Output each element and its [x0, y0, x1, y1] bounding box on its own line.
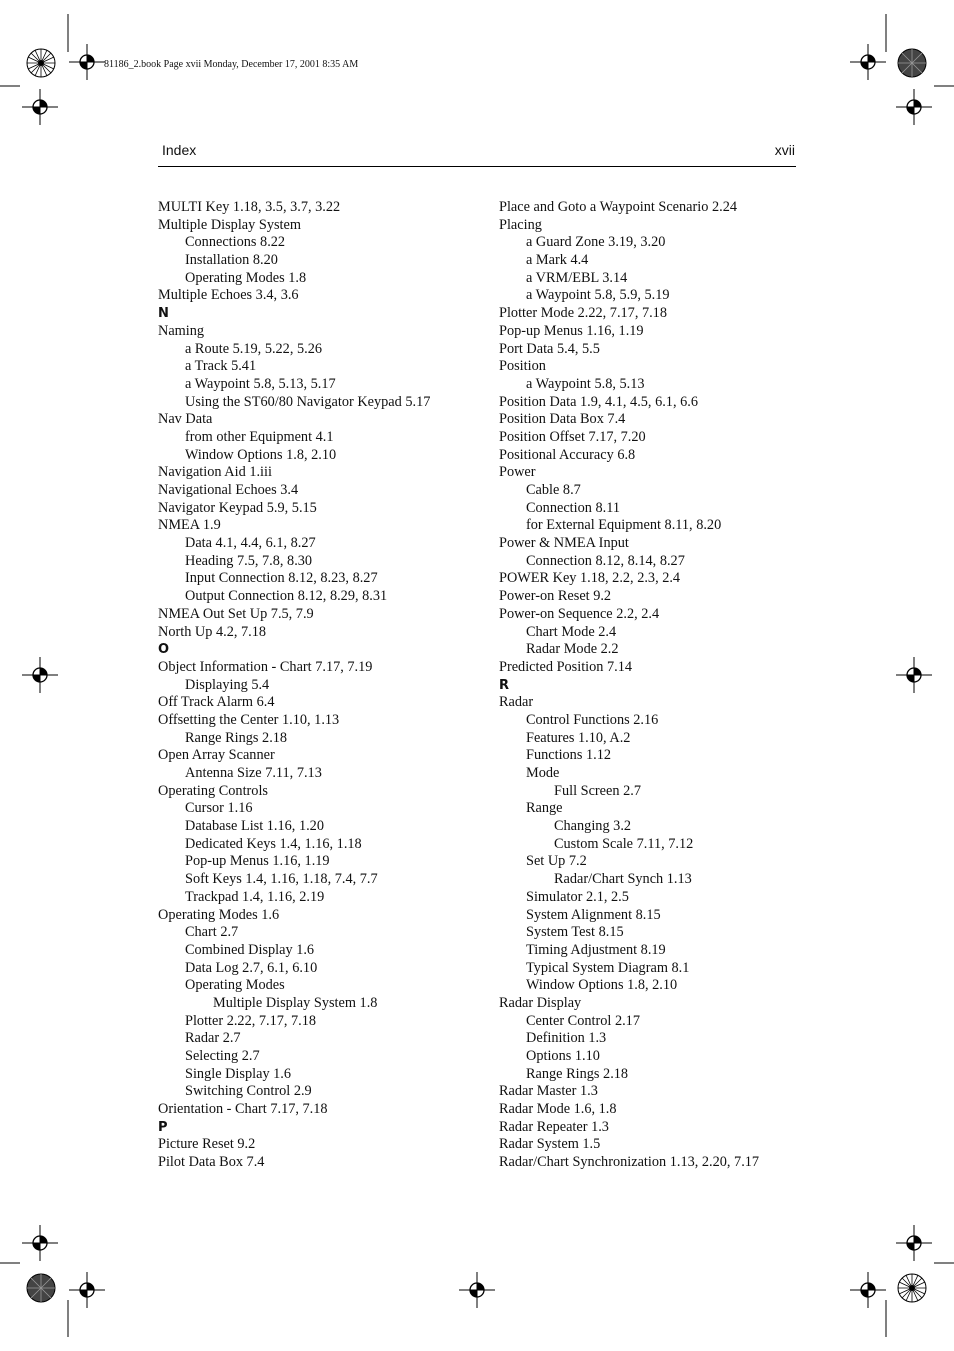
index-subentry: Displaying 5.4 [185, 676, 270, 693]
index-entry: Naming [158, 322, 205, 339]
index-entry: Navigational Echoes 3.4 [158, 482, 299, 498]
index-entry: Position [499, 358, 546, 375]
index-subentry: Range Rings 2.18 [526, 1065, 629, 1082]
index-entry: Power-on Sequence 2.2, 2.4 [499, 605, 660, 622]
calibration-wheel-icon [26, 1273, 56, 1303]
index-entry: Operating Controls [158, 782, 268, 799]
index-subentry: Radar/Chart Synch 1.13 [554, 871, 692, 888]
index-entry: Navigation Aid 1.iii [158, 464, 272, 481]
index-subentry: Installation 8.20 [185, 252, 278, 269]
index-subentry: System Test 8.15 [526, 924, 624, 941]
index-subentry: Center Control 2.17 [526, 1012, 640, 1029]
index-subentry: Dedicated Keys 1.4, 1.16, 1.18 [185, 835, 362, 852]
index-entry: Power-on Reset 9.2 [499, 588, 612, 605]
page-number: xvii [774, 142, 795, 158]
index-entry: Radar System 1.5 [499, 1136, 601, 1153]
index-entry: Radar Mode 1.6, 1.8 [499, 1101, 617, 1118]
index-subentry: Data Log 2.7, 6.1, 6.10 [185, 959, 318, 976]
index-entry: MULTI Key 1.18, 3.5, 3.7, 3.22 [158, 199, 341, 215]
index-subentry: Range Rings 2.18 [185, 729, 288, 746]
index-subentry: Definition 1.3 [526, 1030, 607, 1047]
index-entry: Position Offset 7.17, 7.20 [499, 428, 646, 445]
index-entry: Multiple Echoes 3.4, 3.6 [158, 287, 299, 304]
index-entry: Place and Goto a Waypoint Scenario 2.24 [499, 199, 737, 215]
index-subentry: Mode [526, 765, 560, 781]
index-entry: Radar Display [499, 994, 582, 1011]
index-subentry: Data 4.1, 4.4, 6.1, 8.27 [185, 535, 316, 552]
index-subentry: Connection 8.11 [526, 499, 620, 516]
index-subentry: Typical System Diagram 8.1 [526, 959, 690, 976]
index-entry: Object Information - Chart 7.17, 7.19 [158, 658, 373, 675]
index-entry: POWER Key 1.18, 2.2, 2.3, 2.4 [499, 570, 681, 587]
index-entry: NMEA 1.9 [158, 517, 221, 534]
running-header-title: Index [162, 142, 197, 158]
index-entry: Position Data 1.9, 4.1, 4.5, 6.1, 6.6 [499, 393, 698, 410]
index-entry: Placing [499, 216, 542, 233]
index-entry: Pilot Data Box 7.4 [158, 1154, 265, 1171]
calibration-wheel-icon [26, 48, 56, 78]
index-subentry: Timing Adjustment 8.19 [526, 941, 666, 958]
index-entry: Port Data 5.4, 5.5 [499, 340, 600, 357]
index-entry: Power [499, 464, 536, 481]
index-entry: North Up 4.2, 7.18 [158, 623, 267, 640]
index-subentry: Window Options 1.8, 2.10 [526, 977, 678, 994]
index-subentry: Antenna Size 7.11, 7.13 [185, 765, 322, 781]
index-subentry: Range [526, 800, 563, 817]
index-subentry: Trackpad 1.4, 1.16, 2.19 [185, 888, 325, 905]
index-subentry: Operating Modes 1.8 [185, 269, 307, 286]
index-letter-heading: N [158, 306, 169, 322]
index-letter-heading: O [158, 642, 170, 658]
index-letter-heading: P [158, 1119, 168, 1135]
index-subentry: Connection 8.12, 8.14, 8.27 [526, 552, 685, 569]
index-subentry: Chart 2.7 [185, 924, 239, 941]
index-entry: Open Array Scanner [158, 747, 275, 764]
index-subentry: a Waypoint 5.8, 5.13, 5.17 [185, 375, 336, 392]
index-subentry: Connections 8.22 [185, 234, 286, 251]
index-subentry: Set Up 7.2 [526, 853, 587, 870]
index-subentry: Pop-up Menus 1.16, 1.19 [185, 853, 330, 870]
index-subentry: Selecting 2.7 [185, 1048, 260, 1064]
index-subentry: Database List 1.16, 1.20 [185, 818, 324, 835]
index-subentry: Input Connection 8.12, 8.23, 8.27 [185, 570, 378, 587]
index-subentry: Custom Scale 7.11, 7.12 [554, 835, 694, 852]
index-subentry: Soft Keys 1.4, 1.16, 1.18, 7.4, 7.7 [185, 871, 378, 888]
index-entry: Positional Accuracy 6.8 [499, 446, 636, 463]
index-entry: NMEA Out Set Up 7.5, 7.9 [158, 605, 314, 622]
index-subentry: Combined Display 1.6 [185, 941, 315, 958]
index-subentry: Heading 7.5, 7.8, 8.30 [185, 552, 313, 569]
printer-slug: 81186_2.book Page xvii Monday, December 17, 2001 8:35 AM [104, 59, 359, 70]
index-subentry: Radar 2.7 [185, 1030, 241, 1047]
index-entry: Orientation - Chart 7.17, 7.18 [158, 1101, 328, 1118]
index-subentry: Control Functions 2.16 [526, 711, 659, 728]
index-entry: Pop-up Menus 1.16, 1.19 [499, 322, 644, 339]
index-subentry: Features 1.10, A.2 [526, 729, 631, 746]
index-subentry: Changing 3.2 [554, 818, 632, 835]
index-subentry: a Track 5.41 [185, 358, 257, 375]
index-subentry: Cable 8.7 [526, 482, 581, 498]
index-subentry: Simulator 2.1, 2.5 [526, 888, 629, 905]
index-letter-heading: R [499, 677, 510, 693]
index-subentry: Single Display 1.6 [185, 1065, 292, 1082]
index-subentry: a Route 5.19, 5.22, 5.26 [185, 340, 323, 357]
calibration-wheel-icon [897, 48, 927, 78]
index-subentry: Switching Control 2.9 [185, 1083, 312, 1100]
index-subentry: a VRM/EBL 3.14 [526, 269, 628, 286]
index-subentry: Plotter 2.22, 7.17, 7.18 [185, 1012, 317, 1029]
index-subentry: for External Equipment 8.11, 8.20 [526, 517, 722, 534]
index-subentry: a Waypoint 5.8, 5.13 [526, 375, 645, 392]
index-entry: Predicted Position 7.14 [499, 658, 633, 675]
index-subentry: Options 1.10 [526, 1048, 600, 1064]
index-entry: Radar Repeater 1.3 [499, 1118, 609, 1135]
index-entry: Offsetting the Center 1.10, 1.13 [158, 711, 340, 728]
index-subentry: Window Options 1.8, 2.10 [185, 446, 337, 463]
index-subentry: Chart Mode 2.4 [526, 623, 617, 640]
index-subentry: Radar Mode 2.2 [526, 641, 619, 658]
index-subentry: from other Equipment 4.1 [185, 428, 334, 445]
index-subentry: Full Screen 2.7 [554, 782, 641, 799]
index-subentry: Output Connection 8.12, 8.29, 8.31 [185, 588, 388, 605]
index-entry: Nav Data [158, 411, 213, 428]
index-entry: Plotter Mode 2.22, 7.17, 7.18 [499, 305, 667, 322]
index-subentry: a Mark 4.4 [526, 252, 589, 269]
index-entry: Radar [499, 694, 534, 711]
index-subentry: Cursor 1.16 [185, 800, 253, 817]
calibration-wheel-icon [897, 1273, 927, 1303]
index-entry: Radar Master 1.3 [499, 1083, 598, 1100]
index-entry: Multiple Display System [158, 216, 301, 233]
index-entry: Off Track Alarm 6.4 [158, 694, 275, 711]
index-entry: Operating Modes 1.6 [158, 906, 280, 923]
index-subentry: Functions 1.12 [526, 747, 611, 764]
index-subentry: Operating Modes [185, 977, 285, 994]
index-subentry: System Alignment 8.15 [526, 906, 661, 923]
index-entry: Position Data Box 7.4 [499, 411, 626, 428]
index-entry: Radar/Chart Synchronization 1.13, 2.20, 7.17 [499, 1154, 760, 1171]
index-subentry: Using the ST60/80 Navigator Keypad 5.17 [185, 393, 431, 410]
index-subentry: a Guard Zone 3.19, 3.20 [526, 234, 666, 251]
index-subentry: Multiple Display System 1.8 [213, 994, 378, 1011]
index-entry: Navigator Keypad 5.9, 5.15 [158, 499, 317, 516]
index-entry: Picture Reset 9.2 [158, 1136, 256, 1153]
index-entry: Power & NMEA Input [499, 535, 629, 552]
index-subentry: a Waypoint 5.8, 5.9, 5.19 [526, 287, 670, 304]
